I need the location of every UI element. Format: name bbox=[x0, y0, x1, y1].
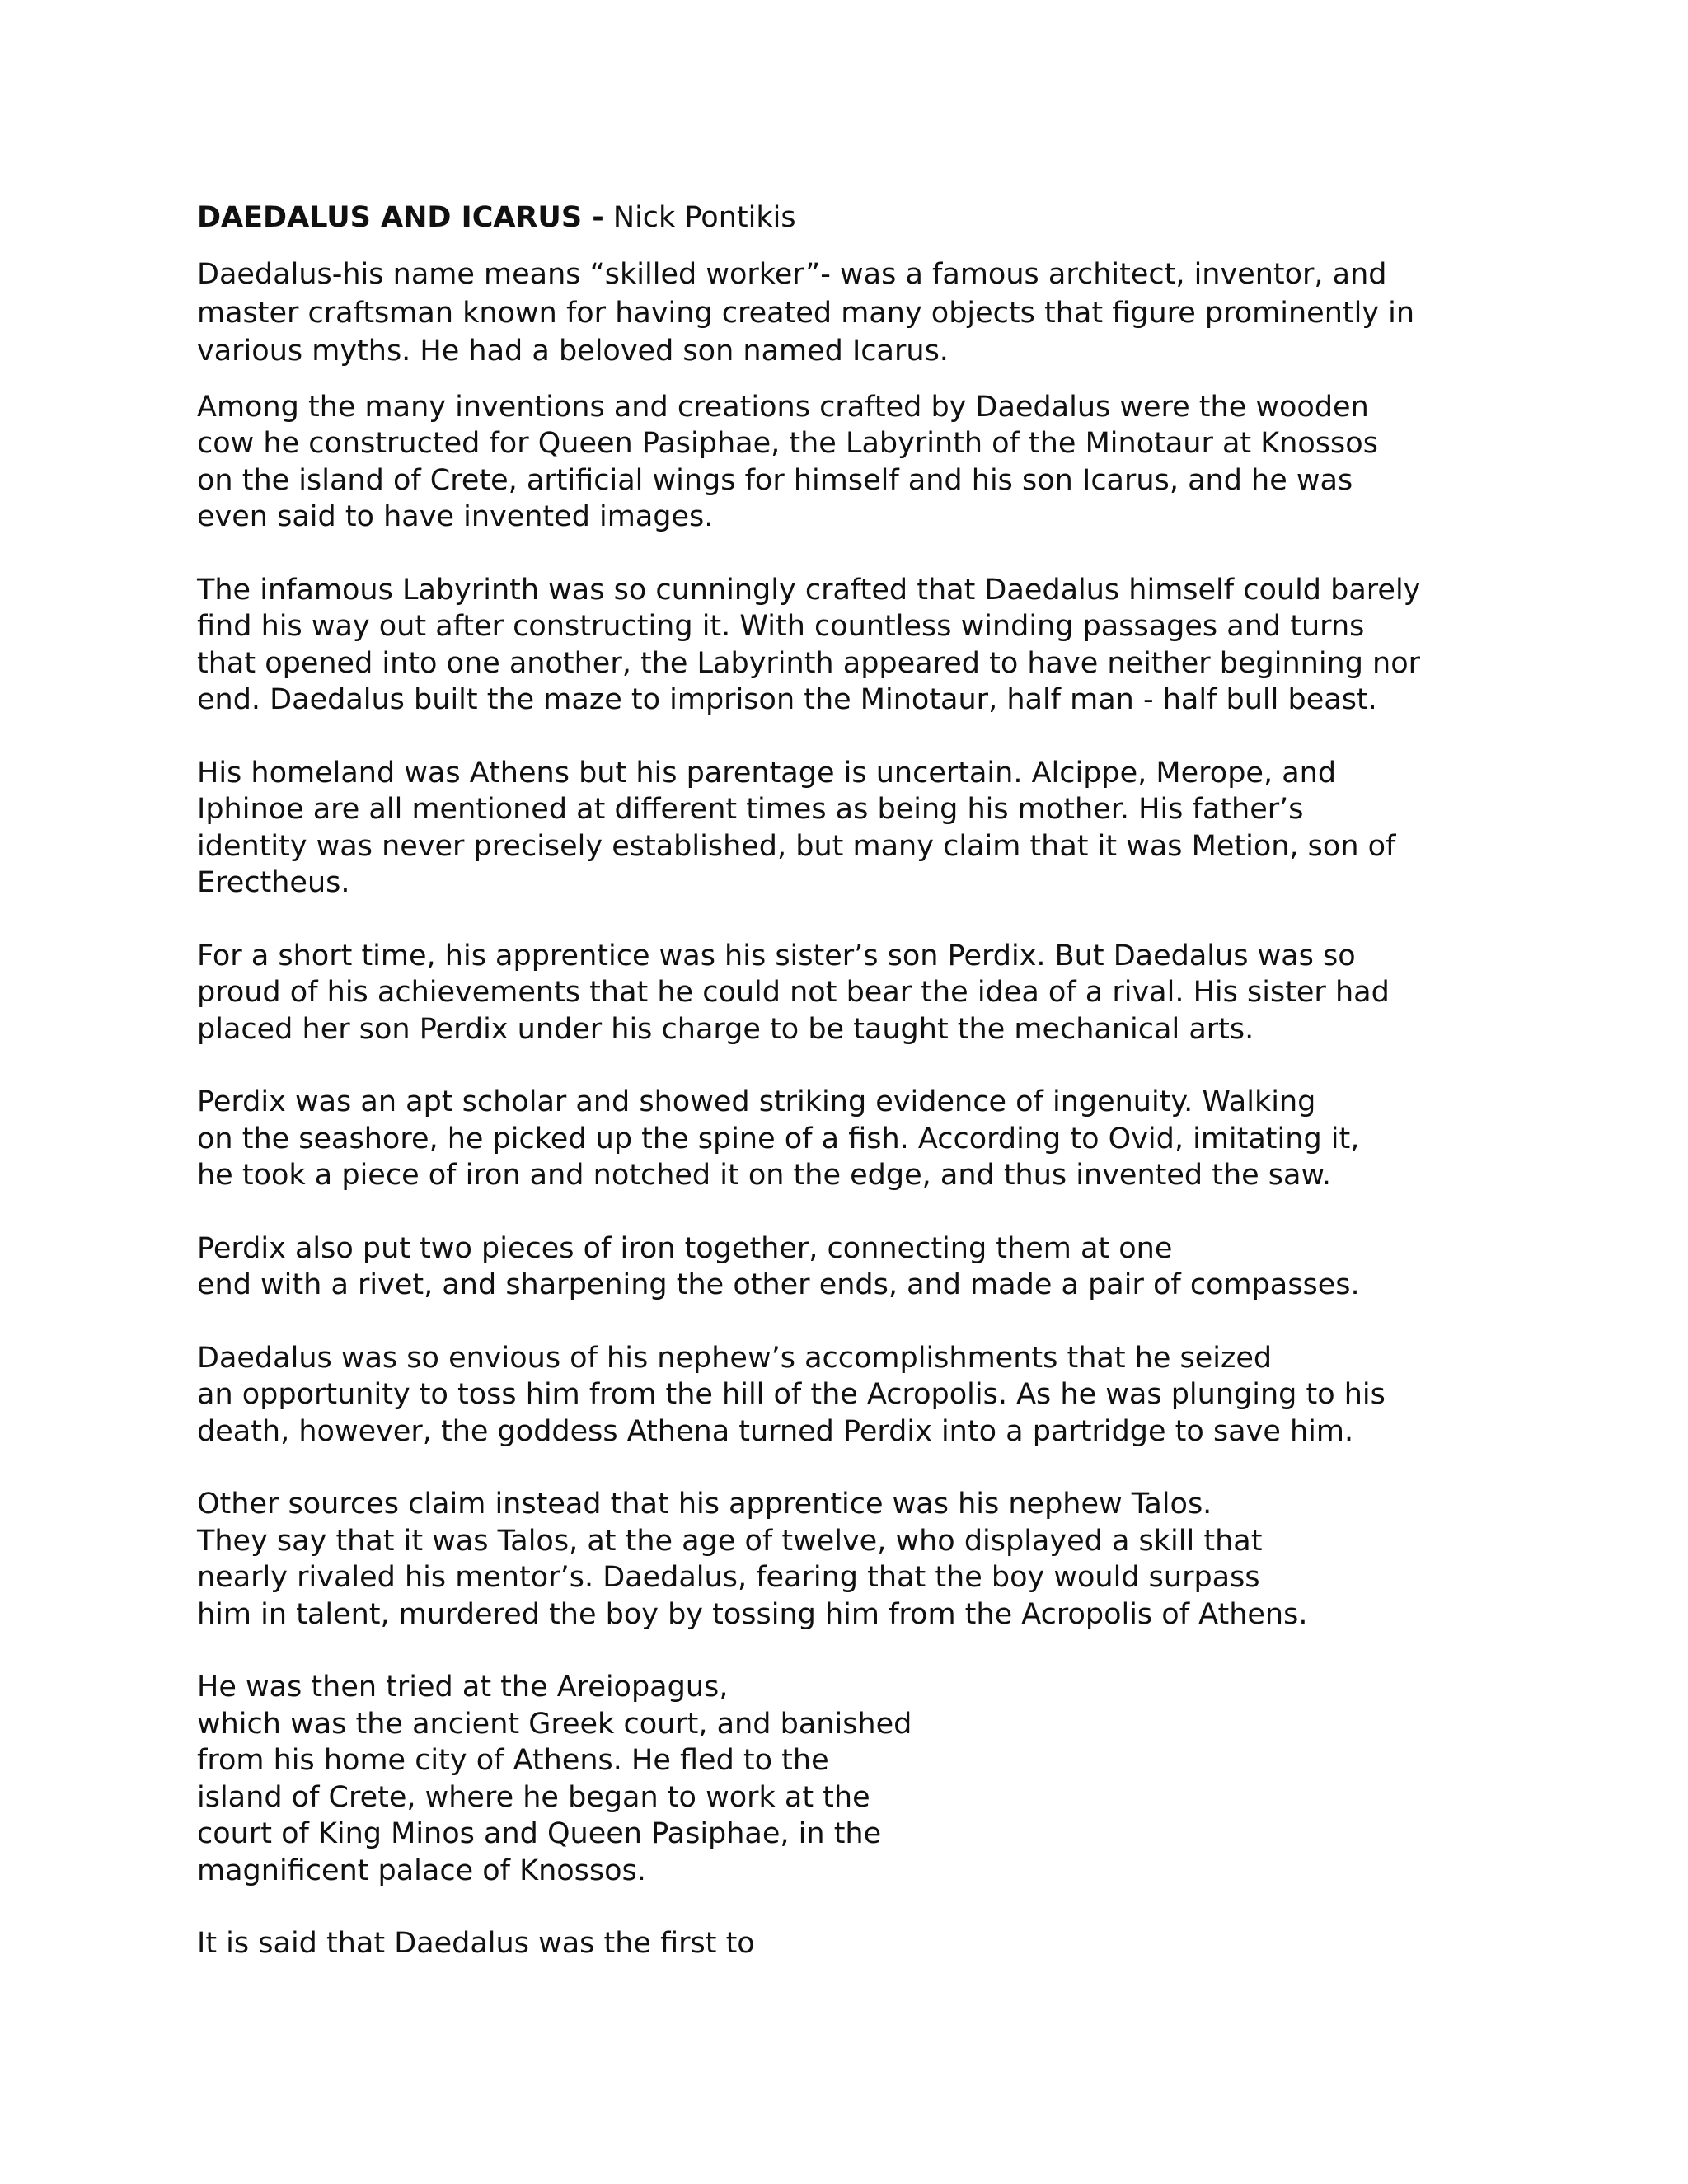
text-line: various myths. He had a beloved son named Icarus. bbox=[197, 335, 949, 368]
text-line: nearly rivaled his mentor’s. Daedalus, fearing that the boy would surpass bbox=[197, 1561, 1260, 1594]
text-line: magnificent palace of Knossos. bbox=[197, 1854, 646, 1887]
title-text: DAEDALUS AND ICARUS - bbox=[197, 201, 604, 234]
text-line: Daedalus-his name means “skilled worker”- was a famous architect, inventor, and bbox=[197, 258, 1387, 291]
text-line: Perdix was an apt scholar and showed striking evidence of ingenuity. Walking bbox=[197, 1085, 1316, 1118]
paragraph-3 bbox=[197, 572, 1516, 719]
text-line: island of Crete, where he began to work at the bbox=[197, 1780, 870, 1814]
text-line: identity was never precisely established, but many claim that it was Metion, son of bbox=[197, 829, 1396, 863]
paragraph-11 bbox=[197, 1925, 1516, 1962]
text-line: They say that it was Talos, at the age of twelve, who displayed a skill that bbox=[197, 1524, 1263, 1558]
text-line: His homeland was Athens but his parentage is uncertain. Alcippe, Merope, and bbox=[197, 756, 1337, 790]
paragraph-8 bbox=[197, 1340, 1516, 1451]
text-line: even said to have invented images. bbox=[197, 500, 714, 533]
text-line: Daedalus was so envious of his nephew’s accomplishments that he seized bbox=[197, 1341, 1273, 1375]
text-line: that opened into one another, the Labyrinth appeared to have neither beginning nor bbox=[197, 646, 1421, 680]
paragraph-1 bbox=[197, 255, 1516, 371]
text-line: proud of his achievements that he could not bear the idea of a rival. His sister had bbox=[197, 976, 1390, 1009]
text-line: court of King Minos and Queen Pasiphae, in the bbox=[197, 1817, 882, 1850]
document-title bbox=[197, 196, 1516, 239]
text-line: end. Daedalus built the maze to imprison the Minotaur, half man - half bull beast. bbox=[197, 683, 1377, 716]
text-line: It is said that Daedalus was the first to bbox=[197, 1927, 755, 1960]
text-line: on the island of Crete, artificial wings for himself and his son Icarus, and he was bbox=[197, 463, 1353, 497]
paragraph-2 bbox=[197, 389, 1516, 536]
text-line: master craftsman known for having created many objects that figure prominently in bbox=[197, 296, 1415, 330]
text-line: find his way out after constructing it. With countless winding passages and turns bbox=[197, 610, 1365, 643]
text-line: from his home city of Athens. He fled to the bbox=[197, 1744, 829, 1777]
text-line: The infamous Labyrinth was so cunningly crafted that Daedalus himself could barely bbox=[197, 573, 1421, 607]
text-line: For a short time, his apprentice was his sister’s son Perdix. But Daedalus was so bbox=[197, 939, 1356, 972]
text-line: Other sources claim instead that his apprentice was his nephew Talos. bbox=[197, 1488, 1212, 1521]
text-line: end with a rivet, and sharpening the other ends, and made a pair of compasses. bbox=[197, 1268, 1360, 1301]
document-page bbox=[197, 196, 1516, 1962]
text-line: which was the ancient Greek court, and banished bbox=[197, 1707, 912, 1741]
text-line: Perdix also put two pieces of iron together, connecting them at one bbox=[197, 1231, 1173, 1265]
paragraph-7 bbox=[197, 1230, 1516, 1304]
paragraph-10 bbox=[197, 1669, 1516, 1889]
text-line: death, however, the goddess Athena turned Perdix into a partridge to save him. bbox=[197, 1414, 1354, 1448]
paragraph-9 bbox=[197, 1486, 1516, 1633]
text-line: He was then tried at the Areiopagus, bbox=[197, 1671, 729, 1704]
text-line: he took a piece of iron and notched it on the edge, and thus invented the saw. bbox=[197, 1159, 1332, 1192]
paragraph-6 bbox=[197, 1084, 1516, 1194]
paragraph-5 bbox=[197, 938, 1516, 1048]
text-line: placed her son Perdix under his charge to be taught the mechanical arts. bbox=[197, 1012, 1254, 1046]
text-line: Iphinoe are all mentioned at different times as being his mother. His father’s bbox=[197, 793, 1304, 826]
text-line: on the seashore, he picked up the spine of a fish. According to Ovid, imitating it, bbox=[197, 1122, 1360, 1155]
text-line: Erectheus. bbox=[197, 866, 350, 899]
paragraph-4 bbox=[197, 755, 1516, 902]
text-line: an opportunity to toss him from the hill of the Acropolis. As he was plunging to his bbox=[197, 1378, 1386, 1411]
text-line: him in talent, murdered the boy by tossing him from the Acropolis of Athens. bbox=[197, 1597, 1308, 1631]
author-name: Nick Pontikis bbox=[612, 201, 796, 234]
text-line: Among the many inventions and creations crafted by Daedalus were the wooden bbox=[197, 390, 1369, 424]
text-line: cow he constructed for Queen Pasiphae, the Labyrinth of the Minotaur at Knossos bbox=[197, 427, 1378, 460]
